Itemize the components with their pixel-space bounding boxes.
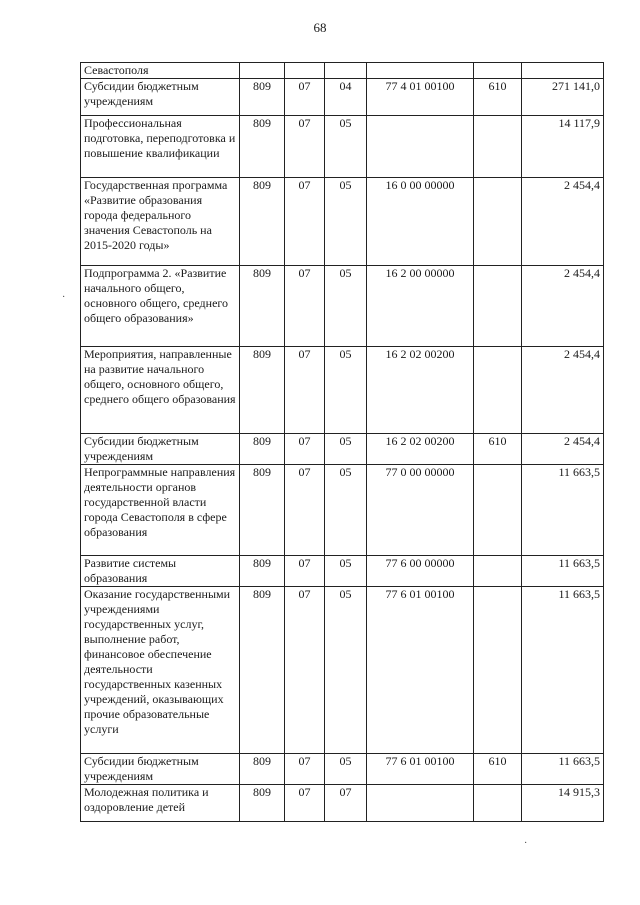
budget-item-name: Молодежная политика и оздоровление детей xyxy=(81,785,240,822)
expense-type-code xyxy=(474,116,522,178)
subsection-code: 05 xyxy=(325,465,367,556)
budget-item-name: Субсидии бюджетным учреждениям xyxy=(81,754,240,785)
section-code: 07 xyxy=(285,556,325,587)
amount: 11 663,5 xyxy=(522,556,604,587)
expense-type-code xyxy=(474,178,522,266)
section-code: 07 xyxy=(285,347,325,434)
target-article-code: 77 6 01 00100 xyxy=(367,587,474,754)
subsection-code: 05 xyxy=(325,434,367,465)
subsection-code xyxy=(325,63,367,79)
section-code: 07 xyxy=(285,116,325,178)
target-article-code: 77 6 00 00000 xyxy=(367,556,474,587)
expense-type-code: 610 xyxy=(474,754,522,785)
table-row xyxy=(81,178,604,266)
amount: 2 454,4 xyxy=(522,266,604,347)
expense-type-code xyxy=(474,266,522,347)
expense-type-code xyxy=(474,587,522,754)
section-code: 07 xyxy=(285,754,325,785)
section-code xyxy=(285,63,325,79)
amount: 2 454,4 xyxy=(522,178,604,266)
target-article-code: 16 2 00 00000 xyxy=(367,266,474,347)
amount: 11 663,5 xyxy=(522,587,604,754)
table-row xyxy=(81,754,604,785)
table-row xyxy=(81,63,604,79)
budget-item-name: Государственная программа «Развитие образования города федерального значения Севастополь на 2015-2020 годы» xyxy=(81,178,240,266)
department-code: 809 xyxy=(240,434,285,465)
budget-item-name: Непрограммные направления деятельности органов государственной власти города Севастополя в сфере образования xyxy=(81,465,240,556)
table-row xyxy=(81,434,604,465)
department-code: 809 xyxy=(240,785,285,822)
subsection-code: 07 xyxy=(325,785,367,822)
table-row xyxy=(81,785,604,822)
table-row xyxy=(81,79,604,116)
amount: 14 915,3 xyxy=(522,785,604,822)
amount: 14 117,9 xyxy=(522,116,604,178)
budget-item-name: Профессиональная подготовка, переподготовка и повышение квалификации xyxy=(81,116,240,178)
department-code: 809 xyxy=(240,556,285,587)
budget-item-name: Субсидии бюджетным учреждениям xyxy=(81,434,240,465)
table-row xyxy=(81,465,604,556)
amount: 11 663,5 xyxy=(522,465,604,556)
department-code: 809 xyxy=(240,116,285,178)
table-row xyxy=(81,347,604,434)
table-row xyxy=(81,556,604,587)
expense-type-code xyxy=(474,785,522,822)
section-code: 07 xyxy=(285,465,325,556)
budget-item-name: Субсидии бюджетным учреждениям xyxy=(81,79,240,116)
target-article-code: 16 2 02 00200 xyxy=(367,434,474,465)
amount: 2 454,4 xyxy=(522,434,604,465)
target-article-code: 77 0 00 00000 xyxy=(367,465,474,556)
target-article-code xyxy=(367,116,474,178)
department-code: 809 xyxy=(240,178,285,266)
budget-item-name: Развитие системы образования xyxy=(81,556,240,587)
target-article-code xyxy=(367,785,474,822)
target-article-code xyxy=(367,63,474,79)
amount xyxy=(522,63,604,79)
department-code: 809 xyxy=(240,266,285,347)
expense-type-code xyxy=(474,465,522,556)
budget-item-name: Мероприятия, направленные на развитие начального общего, основного общего, среднего общего образования xyxy=(81,347,240,434)
budget-table xyxy=(80,62,604,822)
page-number: 68 xyxy=(313,20,327,35)
subsection-code: 05 xyxy=(325,754,367,785)
department-code: 809 xyxy=(240,465,285,556)
expense-type-code xyxy=(474,347,522,434)
budget-item-name: Севастополя xyxy=(81,63,240,79)
subsection-code: 05 xyxy=(325,556,367,587)
subsection-code: 05 xyxy=(325,266,367,347)
section-code: 07 xyxy=(285,587,325,754)
section-code: 07 xyxy=(285,266,325,347)
section-code: 07 xyxy=(285,178,325,266)
expense-type-code xyxy=(474,63,522,79)
target-article-code: 16 2 02 00200 xyxy=(367,347,474,434)
scan-speck: · xyxy=(62,292,66,303)
subsection-code: 05 xyxy=(325,178,367,266)
subsection-code: 05 xyxy=(325,116,367,178)
expense-type-code: 610 xyxy=(474,434,522,465)
department-code xyxy=(240,63,285,79)
section-code: 07 xyxy=(285,785,325,822)
target-article-code: 16 0 00 00000 xyxy=(367,178,474,266)
department-code: 809 xyxy=(240,587,285,754)
section-code: 07 xyxy=(285,79,325,116)
amount: 2 454,4 xyxy=(522,347,604,434)
expense-type-code xyxy=(474,556,522,587)
subsection-code: 04 xyxy=(325,79,367,116)
expense-type-code: 610 xyxy=(474,79,522,116)
scan-speck: · xyxy=(524,838,528,849)
budget-item-name: Подпрограмма 2. «Развитие начального общего, основного общего, среднего общего образования» xyxy=(81,266,240,347)
budget-table-body xyxy=(81,63,604,822)
target-article-code: 77 4 01 00100 xyxy=(367,79,474,116)
department-code: 809 xyxy=(240,347,285,434)
department-code: 809 xyxy=(240,754,285,785)
department-code: 809 xyxy=(240,79,285,116)
table-row xyxy=(81,266,604,347)
table-row xyxy=(81,116,604,178)
amount: 271 141,0 xyxy=(522,79,604,116)
amount: 11 663,5 xyxy=(522,754,604,785)
target-article-code: 77 6 01 00100 xyxy=(367,754,474,785)
subsection-code: 05 xyxy=(325,587,367,754)
table-row xyxy=(81,587,604,754)
section-code: 07 xyxy=(285,434,325,465)
budget-item-name: Оказание государственными учреждениями государственных услуг, выполнение работ, финансовое обеспечение деятельности государственных казенных учреждений, оказывающих прочие образовательные услуги xyxy=(81,587,240,754)
subsection-code: 05 xyxy=(325,347,367,434)
